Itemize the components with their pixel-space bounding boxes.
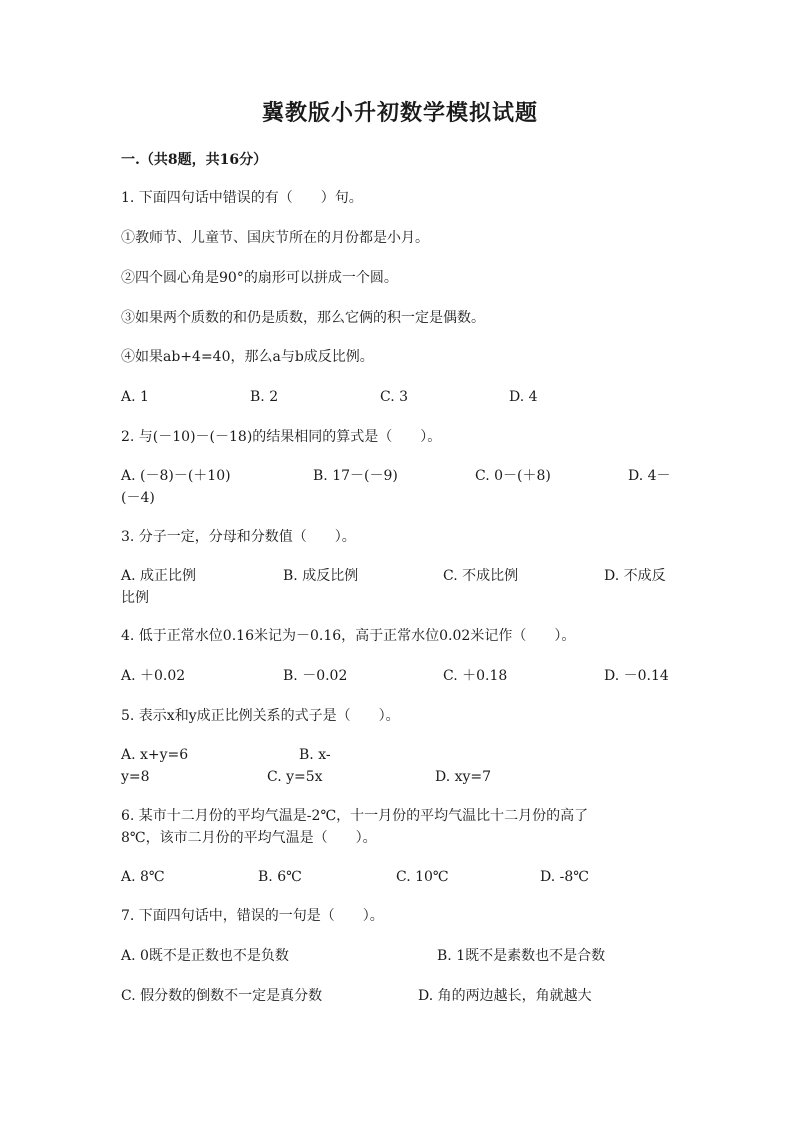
- question-5-option-a: A. x+y=6: [121, 747, 189, 763]
- question-1-statement-2: ②四个圆心角是90°的扇形可以拼成一个圆。: [121, 270, 398, 286]
- question-2-option-b: B. 17－(－9): [313, 468, 398, 484]
- question-3-option-d-continued: 比例: [121, 590, 149, 606]
- question-4-stem: 4. 低于正常水位0.16米记为－0.16，高于正常水位0.02米记作（ ）。: [121, 628, 576, 644]
- question-1-statement-3: ③如果两个质数的和仍是质数，那么它俩的积一定是偶数。: [121, 310, 485, 326]
- question-2-stem: 2. 与(－10)－(－18)的结果相同的算式是（ ）。: [121, 429, 442, 445]
- question-2-option-c: C. 0－(＋8): [475, 468, 551, 484]
- question-5-option-c: C. y=5x: [267, 769, 323, 785]
- question-7-option-d: D. 角的两边越长，角就越大: [418, 988, 592, 1004]
- question-6-option-c: C. 10℃: [396, 869, 449, 885]
- question-6-option-a: A. 8℃: [121, 869, 165, 885]
- question-6-option-d: D. -8℃: [540, 869, 589, 885]
- question-3-option-a: A. 成正比例: [121, 568, 197, 584]
- page-title: 冀教版小升初数学模拟试题: [261, 100, 538, 126]
- question-4-option-d: D. －0.14: [604, 668, 669, 684]
- question-3-stem: 3. 分子一定，分母和分数值（ ）。: [121, 529, 356, 545]
- question-3-option-b: B. 成反比例: [283, 568, 359, 584]
- question-5-option-d: D. xy=7: [435, 769, 492, 785]
- question-6-option-b: B. 6℃: [258, 869, 302, 885]
- question-2-option-d-continued: (－4): [121, 490, 155, 506]
- question-2-option-a: A. (－8)－(＋10): [121, 468, 231, 484]
- question-2-option-d: D. 4－: [628, 468, 671, 484]
- question-3-option-d: D. 不成反: [604, 568, 666, 584]
- question-7-option-b: B. 1既不是素数也不是合数: [437, 948, 606, 964]
- question-1-option-d: D. 4: [509, 389, 538, 405]
- question-4-option-a: A. ＋0.02: [121, 668, 186, 684]
- question-4-option-b: B. －0.02: [283, 668, 348, 684]
- question-4-option-c: C. ＋0.18: [443, 668, 508, 684]
- question-1-option-c: C. 3: [380, 389, 409, 405]
- question-1-option-a: A. 1: [121, 389, 149, 405]
- question-5-option-b: B. x-: [299, 747, 331, 763]
- question-1-stem: 1. 下面四句话中错误的有（ ）句。: [121, 190, 363, 206]
- question-3-option-c: C. 不成比例: [443, 568, 519, 584]
- question-5-option-b-continued: y=8: [121, 769, 150, 785]
- question-7-stem: 7. 下面四句话中，错误的一句是（ ）。: [121, 908, 384, 924]
- question-1-statement-4: ④如果ab+4=40，那么a与b成反比例。: [121, 349, 374, 365]
- question-6-stem-line-1: 6. 某市十二月份的平均气温是-2℃，十一月份的平均气温比十二月份的高了: [121, 808, 589, 824]
- question-7-option-c: C. 假分数的倒数不一定是真分数: [121, 988, 323, 1004]
- question-6-stem-line-2: 8℃，该市二月份的平均气温是（ ）。: [121, 830, 377, 846]
- section-heading: 一.（共8题，共16分）: [121, 152, 268, 168]
- question-5-stem: 5. 表示x和y成正比例关系的式子是（ ）。: [121, 708, 400, 724]
- question-7-option-a: A. 0既不是正数也不是负数: [121, 948, 289, 964]
- question-1-option-b: B. 2: [250, 389, 279, 405]
- question-1-statement-1: ①教师节、儿童节、国庆节所在的月份都是小月。: [121, 230, 429, 246]
